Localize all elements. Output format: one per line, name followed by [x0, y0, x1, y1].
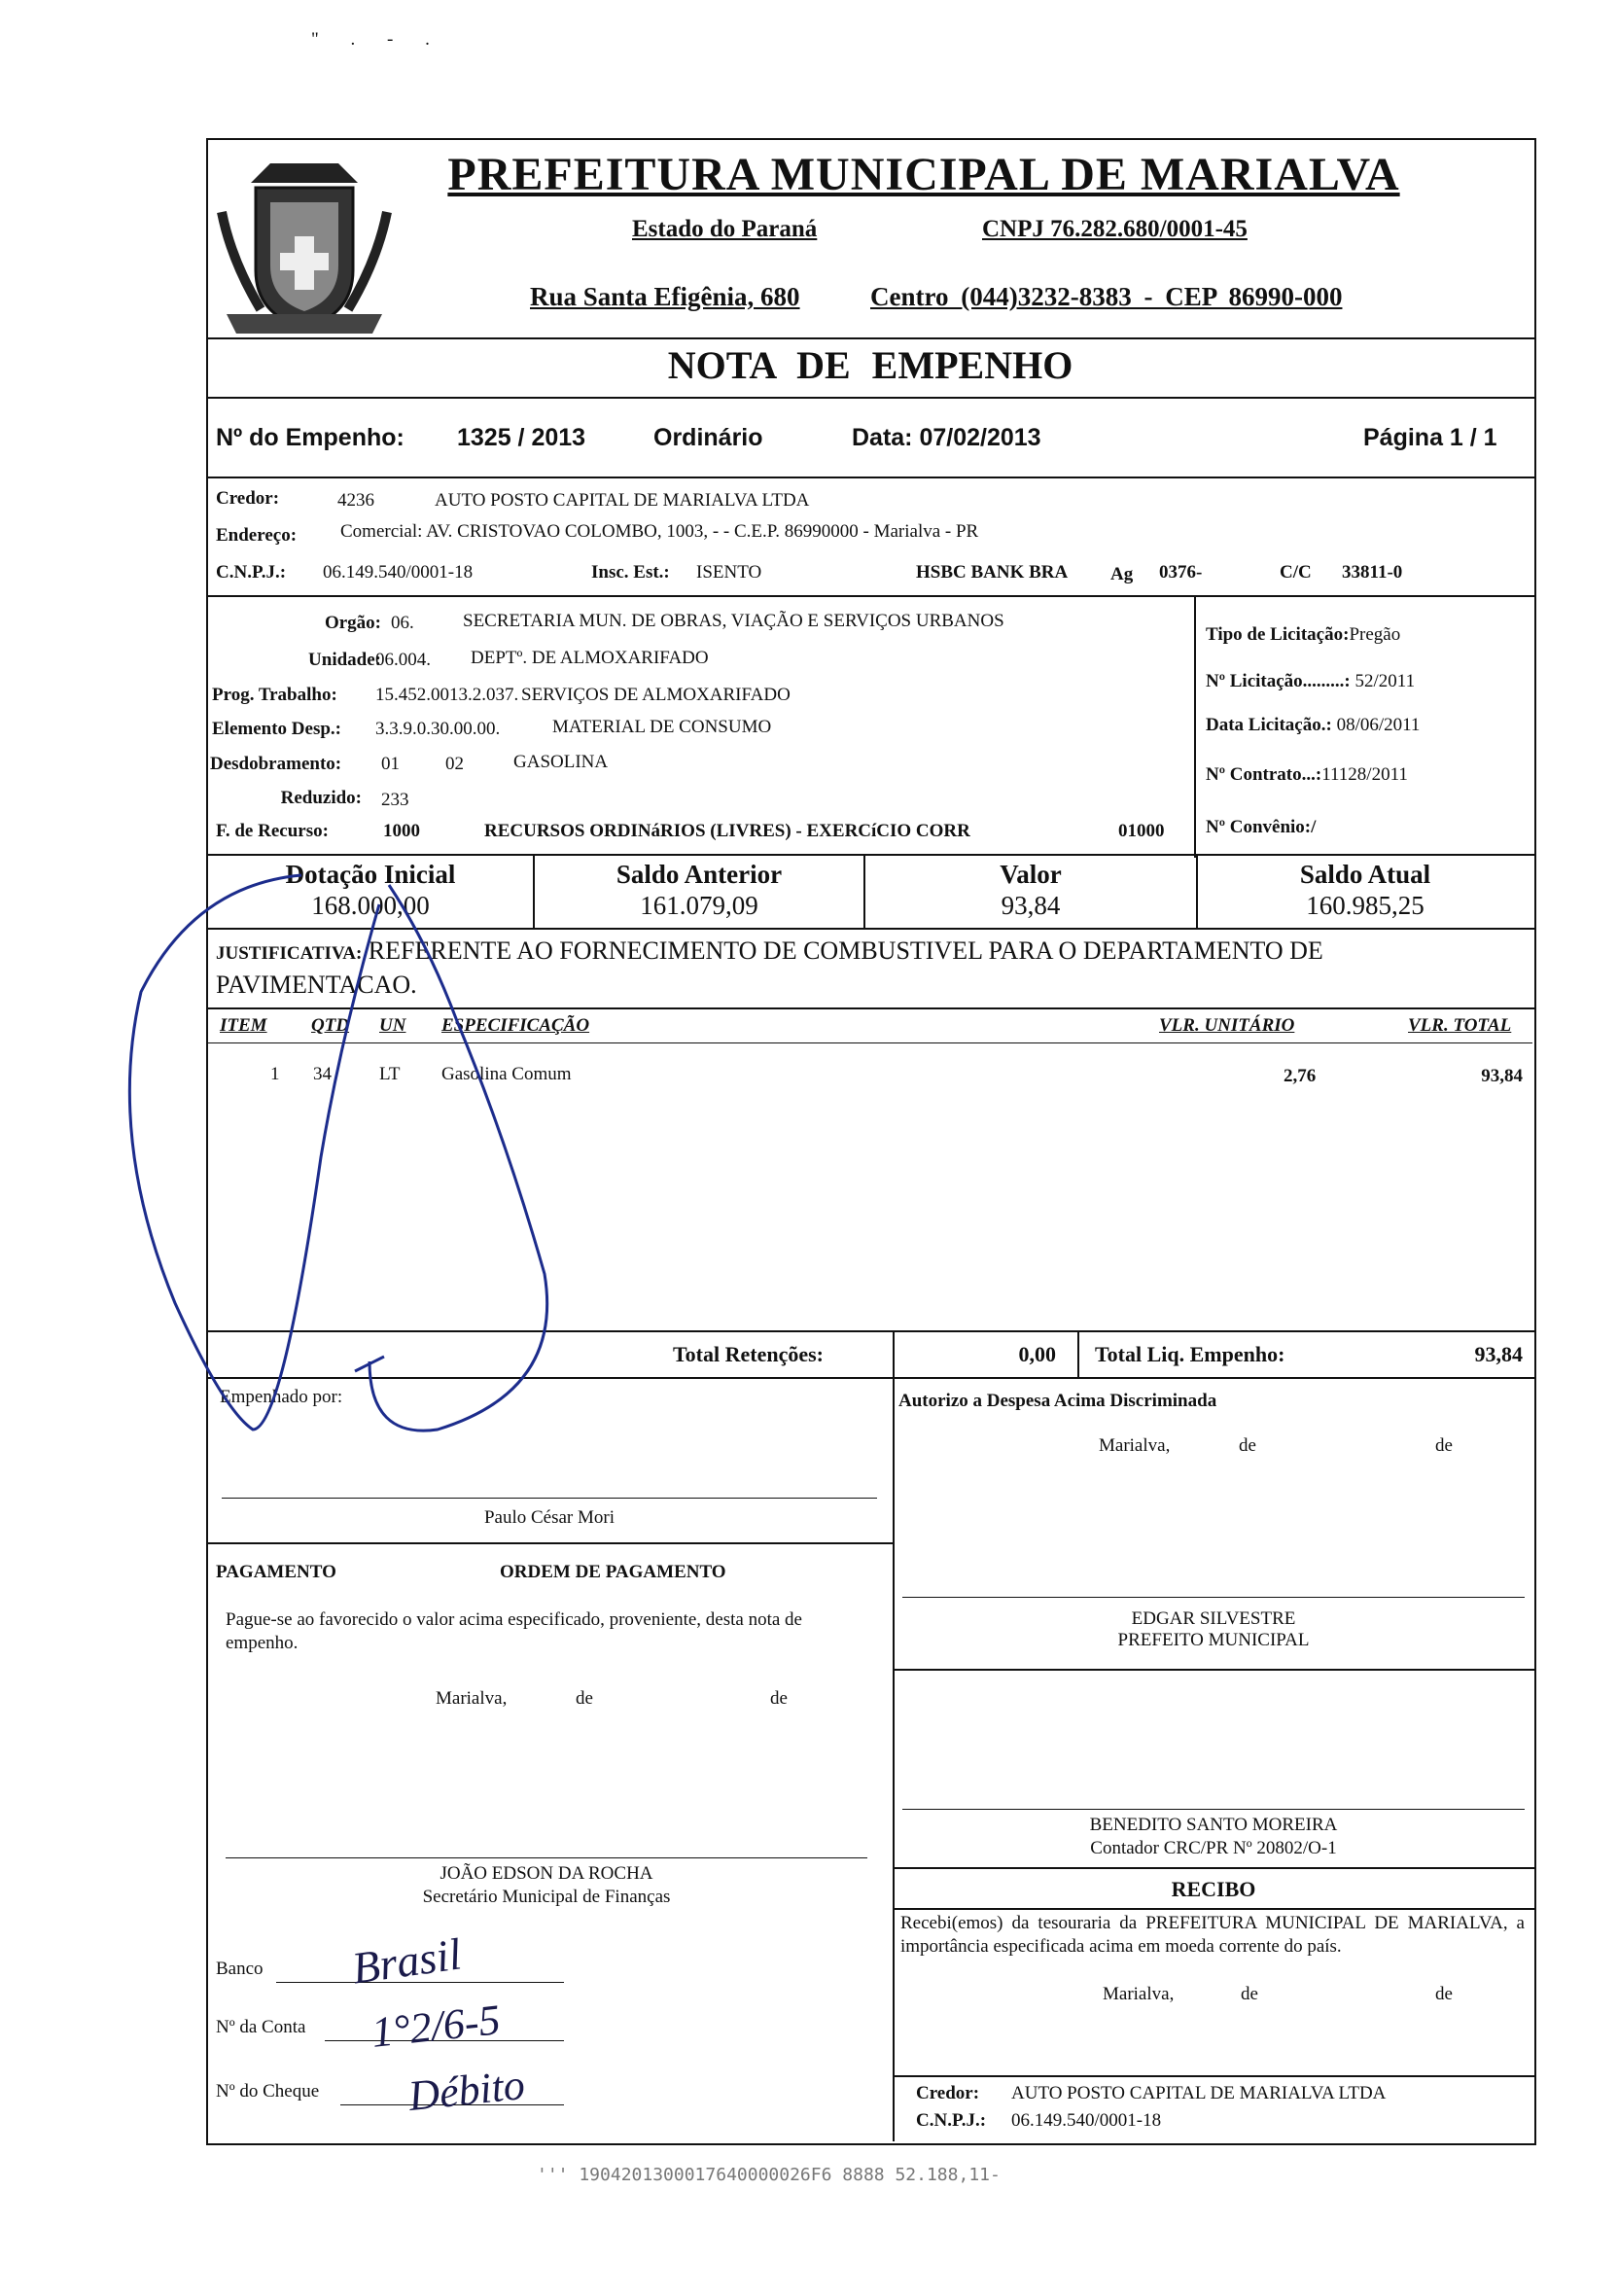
recibo-credor-label: Credor: — [916, 2083, 980, 2103]
col-unit-value: VLR. UNITÁRIO — [1159, 1015, 1295, 1036]
justificativa-label: JUSTIFICATIVA: — [216, 943, 363, 964]
conta-label: Nº da Conta — [216, 2017, 306, 2037]
recurso-label: F. de Recurso: — [216, 821, 329, 841]
pagamento-de-2: de — [770, 1688, 788, 1709]
autorizo-de-1: de — [1239, 1435, 1256, 1456]
empenhado-label: Empenhado por: — [220, 1387, 343, 1407]
contrato-label: Nº Contrato...:11128/2011 — [1206, 764, 1408, 785]
orgao-name: SECRETARIA MUN. DE OBRAS, VIAÇÃO E SERVIÇOS URBANOS — [463, 611, 1004, 631]
agency-label: Ag — [1110, 564, 1134, 584]
prog-label: Prog. Trabalho: — [212, 685, 337, 705]
contador-name: BENEDITO SANTO MOREIRA — [1089, 1815, 1338, 1835]
scan-marks: " . - . — [311, 29, 443, 50]
desdobramento-label: Desdobramento: — [210, 754, 342, 774]
recurso-code: 1000 — [383, 821, 420, 841]
col-qtd: QTD — [311, 1015, 350, 1036]
pagamento-text: Pague-se ao favorecido o valor acima especificado, proveniente, desta nota de empenho. — [226, 1609, 802, 1653]
recurso-number: 01000 — [1118, 821, 1165, 841]
recibo-credor: AUTO POSTO CAPITAL DE MARIALVA LTDA — [1011, 2083, 1387, 2103]
insc-value: ISENTO — [696, 562, 762, 583]
licitacao-type: Pregão — [1349, 624, 1401, 645]
saldo-anterior-value: 161.079,09 — [640, 891, 758, 920]
licitacao-number-label: Nº Licitação.........: 52/2011 — [1206, 671, 1416, 691]
recibo-text: Recebi(emos) da tesouraria da PREFEITURA MUNICIPAL DE MARIALVA, a importância especificada acima em moeda corrente do país. — [900, 1913, 1525, 1957]
cheque-label: Nº do Cheque — [216, 2081, 320, 2102]
reduzido-value: 233 — [381, 790, 409, 810]
empenho-date: Data: 07/02/2013 — [852, 424, 1041, 451]
reduzido-label: Reduzido: — [280, 788, 362, 808]
unidade-code: 06.004. — [375, 650, 431, 670]
saldo-atual-label: Saldo Atual — [1299, 860, 1431, 889]
recibo-cnpj: 06.149.540/0001-18 — [1011, 2110, 1162, 2131]
orgao-code: 06. — [391, 613, 414, 633]
banco-handwritten: Brasil — [348, 1928, 465, 1994]
row-qtd: 34 — [313, 1064, 332, 1084]
pagamento-label: PAGAMENTO — [216, 1562, 336, 1582]
dotacao-value: 168.000,00 — [311, 891, 430, 920]
licitacao-date: 08/06/2011 — [1336, 715, 1421, 735]
footer-barcode-text: ''' 1904201300017640000026F6 8888 52.188,11- — [537, 2165, 1001, 2185]
unidade-label: Unidade: — [308, 650, 381, 670]
recibo-de-2: de — [1435, 1984, 1453, 2004]
credor-code: 4236 — [337, 490, 374, 511]
prog-code: 15.452.0013.2.037. — [375, 685, 519, 705]
convenio-label: Nº Convênio:/ — [1206, 817, 1317, 837]
prefeito-title: PREFEITO MUNICIPAL — [1117, 1630, 1310, 1650]
col-un: UN — [379, 1015, 406, 1036]
account-label: C/C — [1280, 562, 1312, 583]
saldo-atual-value: 160.985,25 — [1306, 891, 1425, 920]
bank-name: HSBC BANK BRA — [916, 562, 1069, 583]
address-details: Centro (044)3232-8383 - CEP 86990-000 — [870, 282, 1343, 311]
recibo-de-1: de — [1241, 1984, 1258, 2004]
ordem-pagamento: ORDEM DE PAGAMENTO — [500, 1562, 726, 1582]
cnpj-label: C.N.P.J.: — [216, 562, 287, 583]
recurso-name: RECURSOS ORDINáRIOS (LIVRES) - EXERCíCIO CORR — [484, 821, 970, 841]
pen-loop-mark — [117, 846, 661, 1468]
municipality-cnpj: CNPJ 76.282.680/0001-45 — [982, 216, 1248, 242]
liq-label: Total Liq. Empenho: — [1095, 1342, 1285, 1366]
prog-name: SERVIÇOS DE ALMOXARIFADO — [521, 685, 791, 705]
row-unit-value: 2,76 — [1284, 1066, 1317, 1086]
row-item: 1 — [270, 1064, 280, 1084]
col-item: ITEM — [220, 1015, 267, 1036]
valor-label: Valor — [1000, 860, 1062, 889]
orgao-label: Orgão: — [324, 613, 381, 633]
retencoes-value: 0,00 — [1018, 1342, 1056, 1366]
justificativa-text: REFERENTE AO FORNECIMENTO DE COMBUSTIVEL PARA O DEPARTAMENTO DE PAVIMENTACAO. — [216, 936, 1323, 999]
document-title: NOTA DE EMPENHO — [667, 343, 1073, 387]
col-spec: ESPECIFICAÇÃO — [441, 1015, 590, 1036]
state-name: Estado do Paraná — [632, 216, 818, 242]
pagamento-city: Marialva, — [436, 1688, 508, 1709]
retencoes-label: Total Retenções: — [673, 1342, 824, 1366]
autorizo-city: Marialva, — [1099, 1435, 1171, 1456]
street-address: Rua Santa Efigênia, 680 — [530, 282, 800, 311]
autorizo-de-2: de — [1435, 1435, 1453, 1456]
insc-label: Insc. Est.: — [591, 562, 670, 583]
dotacao-label: Dotação Inicial — [285, 860, 456, 889]
municipality-title: PREFEITURA MUNICIPAL DE MARIALVA — [447, 149, 1400, 200]
empenhado-name: Paulo César Mori — [483, 1507, 616, 1528]
account-number: 33811-0 — [1342, 562, 1403, 583]
liq-value: 93,84 — [1474, 1342, 1523, 1366]
agency-number: 0376- — [1159, 562, 1203, 583]
conta-handwritten: 1°2/6-5 — [369, 1996, 503, 2057]
secretario-name: JOÃO EDSON DA ROCHA — [440, 1863, 653, 1884]
saldo-anterior-label: Saldo Anterior — [616, 860, 783, 889]
unidade-name: DEPTº. DE ALMOXARIFADO — [471, 648, 709, 668]
elemento-name: MATERIAL DE CONSUMO — [552, 717, 772, 737]
contrato-number: 11128/2011 — [1321, 764, 1408, 785]
prefeito-name: EDGAR SILVESTRE — [1131, 1608, 1296, 1629]
empenho-number: 1325 / 2013 — [457, 424, 586, 451]
row-total-value: 93,84 — [1481, 1066, 1523, 1086]
autorizo-text: Autorizo a Despesa Acima Discriminada — [898, 1391, 1217, 1411]
valor-value: 93,84 — [1001, 891, 1061, 920]
row-spec: Gasolina Comum — [441, 1064, 572, 1084]
desdobramento-1: 01 — [381, 754, 400, 774]
secretario-title: Secretário Municipal de Finanças — [422, 1887, 671, 1907]
credor-address: Comercial: AV. CRISTOVAO COLOMBO, 1003, - - C.E.P. 86990000 - Marialva - PR — [340, 521, 979, 542]
banco-label: Banco — [216, 1959, 264, 1979]
licitacao-type-label: Tipo de Licitação:Pregão — [1206, 624, 1401, 645]
desdobramento-name: GASOLINA — [513, 752, 609, 772]
recibo-title: RECIBO — [1171, 1877, 1256, 1901]
elemento-label: Elemento Desp.: — [212, 719, 341, 739]
credor-cnpj: 06.149.540/0001-18 — [323, 562, 474, 583]
address-label: Endereço: — [216, 525, 298, 546]
empenho-number-label: Nº do Empenho: — [216, 424, 404, 451]
recibo-cnpj-label: C.N.P.J.: — [916, 2110, 987, 2131]
coat-of-arms-logo — [212, 144, 397, 338]
licitacao-date-label: Data Licitação.: 08/06/2011 — [1206, 715, 1421, 735]
page-number: Página 1 / 1 — [1363, 424, 1497, 451]
cheque-handwritten: Débito — [405, 2060, 527, 2121]
contador-crc: Contador CRC/PR Nº 20802/O-1 — [1090, 1838, 1337, 1858]
elemento-code: 3.3.9.0.30.00.00. — [375, 719, 501, 739]
recibo-city: Marialva, — [1103, 1984, 1175, 2004]
credor-label: Credor: — [216, 488, 280, 509]
pagamento-de-1: de — [576, 1688, 593, 1709]
licitacao-number: 52/2011 — [1354, 671, 1416, 691]
empenho-type: Ordinário — [653, 424, 763, 451]
row-un: LT — [379, 1064, 401, 1084]
desdobramento-2: 02 — [445, 754, 464, 774]
credor-name: AUTO POSTO CAPITAL DE MARIALVA LTDA — [435, 490, 810, 511]
col-total-value: VLR. TOTAL — [1408, 1015, 1512, 1036]
